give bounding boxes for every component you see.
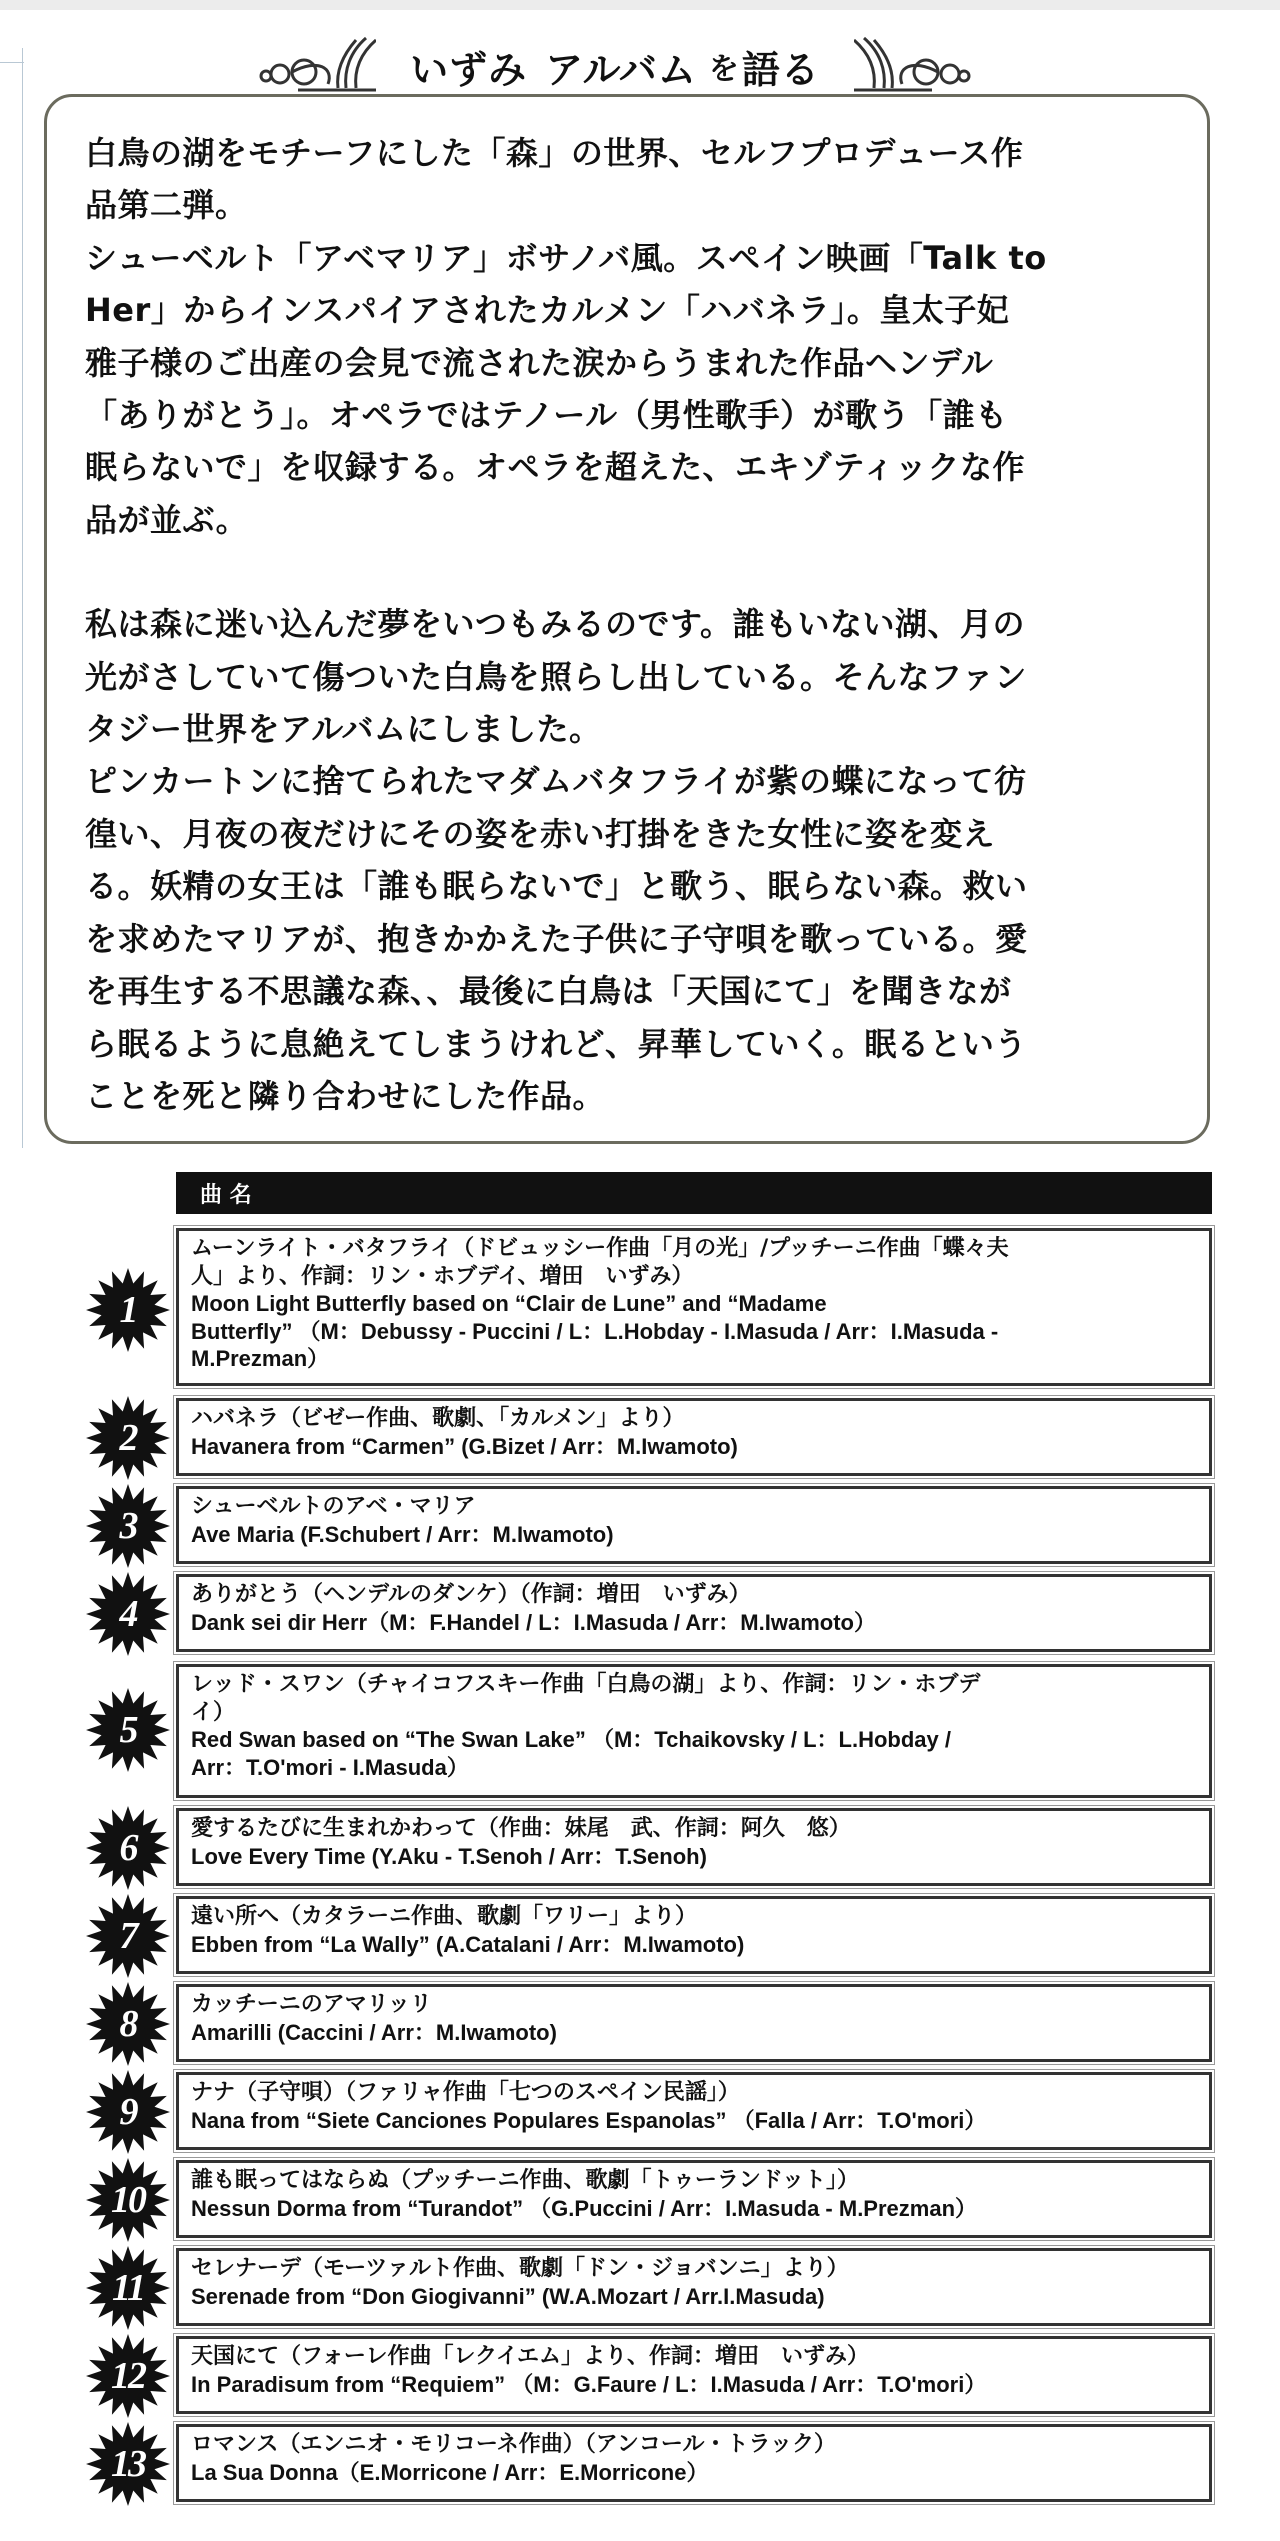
track-number-badge bbox=[84, 2332, 172, 2420]
description-line: ピンカートンに捨てられたマダムバタフライが紫の蝶になって彷 bbox=[85, 762, 1027, 801]
track-line: Butterfly” （M：Debussy - Puccini / L：L.Hobday - I.Masuda / Arr：I.Masuda - bbox=[191, 1318, 999, 1344]
page-guide-line bbox=[22, 48, 23, 1148]
description-line: を求めたマリアが、抱きかかえた子供に子守唄を歌っている。愛 bbox=[85, 919, 1028, 958]
track-line: セレナーデ（モーツァルト作曲、歌劇「ドン・ジョバンニ」より） bbox=[191, 2256, 849, 2281]
track-item bbox=[176, 1228, 1212, 1386]
track-item bbox=[176, 2160, 1212, 2238]
track-line: Amarilli (Caccini / Arr：M.Iwamoto) bbox=[191, 2019, 557, 2045]
track-line: 愛するたびに生まれかわって（作曲：妹尾 武、作詞：阿久 悠） bbox=[191, 1816, 851, 1841]
description-line: 白鳥の湖をモチーフにした「森」の世界、セルフプロデュース作 bbox=[85, 134, 1024, 172]
track-item bbox=[176, 1574, 1212, 1652]
track-item bbox=[176, 2424, 1212, 2502]
track-number: 3 bbox=[119, 1505, 137, 1547]
track-line: In Paradisum from “Requiem” （M：G.Faure / L：I.Masuda / Arr：T.O'mori） bbox=[191, 2371, 987, 2397]
track-item bbox=[176, 2336, 1212, 2414]
track-number-badge bbox=[84, 2068, 172, 2156]
track-number: 13 bbox=[111, 2443, 145, 2485]
paragraph-spacer bbox=[85, 546, 1169, 598]
track-number: 2 bbox=[119, 1417, 137, 1459]
track-number-badge bbox=[84, 2244, 172, 2332]
track-line: ムーンライト・バタフライ（ドビュッシー作曲「月の光」/プッチーニ作曲「蝶々夫 bbox=[191, 1236, 1009, 1261]
description-line: 品第二弾。 bbox=[85, 186, 248, 225]
track-item bbox=[176, 1984, 1212, 2062]
album-description-box bbox=[44, 94, 1210, 1144]
track-number-badge bbox=[84, 2156, 172, 2244]
track-number: 7 bbox=[119, 1915, 137, 1957]
track-line: 人」より、作詞：リン・ホブデイ、増田 いずみ） bbox=[191, 1263, 694, 1289]
track-line: レッド・スワン（チャイコフスキー作曲「白鳥の湖」より、作詞：リン・ホブデ bbox=[191, 1672, 981, 1697]
track-number-badge bbox=[84, 1266, 172, 1354]
title-part-3: を bbox=[708, 52, 740, 87]
track-line: ロマンス（エンニオ・モリコーネ作曲）（アンコール・トラック） bbox=[191, 2432, 837, 2457]
track-number: 9 bbox=[119, 2091, 137, 2133]
track-line: カッチーニのアマリッリ bbox=[191, 1992, 432, 2017]
track-line: ナナ（子守唄）（ファリャ作曲「七つのスペイン民謡」） bbox=[191, 2080, 740, 2105]
top-edge-bar bbox=[0, 0, 1280, 10]
track-line: Nessun Dorma from “Turandot” （G.Puccini / Arr：I.Masuda - M.Prezman） bbox=[191, 2195, 978, 2221]
track-line: Dank sei dir Herr（M：F.Handel / L：I.Masuda / Arr：M.Iwamoto） bbox=[191, 1609, 876, 1635]
title-part-1: いずみ bbox=[410, 47, 528, 92]
track-line: Nana from “Siete Canciones Populares Espanolas” （Falla / Arr：T.O'mori） bbox=[191, 2107, 987, 2133]
track-number-badge bbox=[84, 1980, 172, 2068]
page-title bbox=[376, 38, 854, 94]
track-item bbox=[176, 2072, 1212, 2150]
track-line: シューベルトのアベ・マリア bbox=[191, 1494, 476, 1519]
track-line: Ebben from “La Wally” (A.Catalani / Arr：M.Iwamoto) bbox=[191, 1931, 745, 1957]
track-number: 11 bbox=[112, 2267, 144, 2309]
track-number: 10 bbox=[111, 2179, 145, 2221]
description-line: 私は森に迷い込んだ夢をいつもみるのです。誰もいない湖、月の bbox=[85, 605, 1025, 644]
description-line: 光がさしていて傷ついた白鳥を照らし出している。そんなファン bbox=[85, 657, 1027, 696]
track-line: ハバネラ（ビゼー作曲、歌劇、「カルメン」より） bbox=[191, 1406, 685, 1431]
tracklist-header: 曲 名 bbox=[176, 1172, 1212, 1214]
track-number-badge bbox=[84, 1804, 172, 1892]
description-line: 眠らないで」を収録する。オペラを超えた、エキゾティックな作 bbox=[85, 448, 1025, 487]
track-line: 天国にて（フォーレ作曲「レクイエム」より、作詞：増田 いずみ） bbox=[191, 2344, 870, 2369]
track-line: Love Every Time (Y.Aku - T.Senoh / Arr：T.Senoh) bbox=[191, 1843, 707, 1869]
track-line: イ） bbox=[191, 1699, 236, 1725]
track-line: 誰も眠ってはならぬ（プッチーニ作曲、歌劇「トゥーランドット」） bbox=[191, 2168, 860, 2193]
track-number: 4 bbox=[119, 1593, 137, 1635]
track-item bbox=[176, 1398, 1212, 1476]
track-number: 1 bbox=[119, 1289, 137, 1331]
track-line: Arr：T.O'mori - I.Masuda） bbox=[191, 1754, 469, 1780]
track-line: La Sua Donna（E.Morricone / Arr：E.Morricone） bbox=[191, 2459, 709, 2485]
track-number-badge bbox=[84, 1482, 172, 1570]
track-number: 6 bbox=[119, 1827, 137, 1869]
track-line: ありがとう（ヘンデルのダンケ）（作詞：増田 いずみ） bbox=[191, 1582, 751, 1607]
track-item bbox=[176, 1664, 1212, 1798]
description-line: ら眠るように息絶えてしまうけれど、昇華していく。眠るという bbox=[85, 1024, 1027, 1063]
track-number-badge bbox=[84, 2420, 172, 2508]
title-part-4: 語る bbox=[741, 47, 820, 92]
track-line: Ave Maria (F.Schubert / Arr：M.Iwamoto) bbox=[191, 1521, 614, 1547]
track-number: 8 bbox=[119, 2003, 137, 2045]
description-line: 雅子様のご出産の会見で流された涙からうまれた作品ヘンデル bbox=[85, 343, 994, 382]
description-line: る。妖精の女王は「誰も眠らないで」と歌う、眠らない森。救い bbox=[85, 867, 1028, 906]
description-line: タジー世界をアルバムにしました。 bbox=[85, 710, 602, 749]
description-line: 品が並ぶ。 bbox=[85, 500, 249, 539]
track-item bbox=[176, 1808, 1212, 1886]
track-line: M.Prezman） bbox=[191, 1346, 330, 1371]
track-number-badge bbox=[84, 1570, 172, 1658]
track-number: 5 bbox=[119, 1709, 137, 1751]
title-part-2: アルバム bbox=[545, 47, 697, 92]
track-number-badge bbox=[84, 1686, 172, 1774]
track-line: Red Swan based on “The Swan Lake” （M：Tchaikovsky / L：L.Hobday / bbox=[191, 1727, 951, 1752]
description-line: Her」からインスパイアされたカルメン「ハバネラ」。皇太子妃 bbox=[85, 291, 1010, 330]
track-number: 12 bbox=[111, 2355, 145, 2397]
description-line: を再生する不思議な森、、最後に白鳥は「天国にて」を聞きなが bbox=[85, 972, 1012, 1011]
track-line: Serenade from “Don Giogivanni” (W.A.Mozart / Arr.I.Masuda) bbox=[191, 2283, 825, 2309]
track-line: Havanera from “Carmen” (G.Bizet / Arr：M.Iwamoto) bbox=[191, 1433, 738, 1459]
track-item bbox=[176, 1486, 1212, 1564]
description-line: 徨い、月夜の夜だけにその姿を赤い打掛をきた女性に姿を変え bbox=[85, 814, 996, 853]
description-line: 「ありがとう」。オペラではテノール（男性歌手）が歌う「誰も bbox=[85, 396, 1008, 435]
description-line: ことを死と隣り合わせにした作品。 bbox=[85, 1076, 606, 1115]
track-item bbox=[176, 1896, 1212, 1974]
track-number-badge bbox=[84, 1892, 172, 1980]
track-item bbox=[176, 2248, 1212, 2326]
track-number-badge bbox=[84, 1394, 172, 1482]
track-line: Moon Light Butterfly based on “Clair de Lune” and “Madame bbox=[191, 1291, 827, 1316]
track-line: 遠い所へ（カタラーニ作曲、歌劇「ワリー」より） bbox=[191, 1904, 698, 1929]
description-line: シューベルト「アベマリア」ボサノバ風。スペイン映画「Talk to bbox=[85, 238, 1047, 277]
page-guide-line-horizontal bbox=[0, 62, 24, 63]
